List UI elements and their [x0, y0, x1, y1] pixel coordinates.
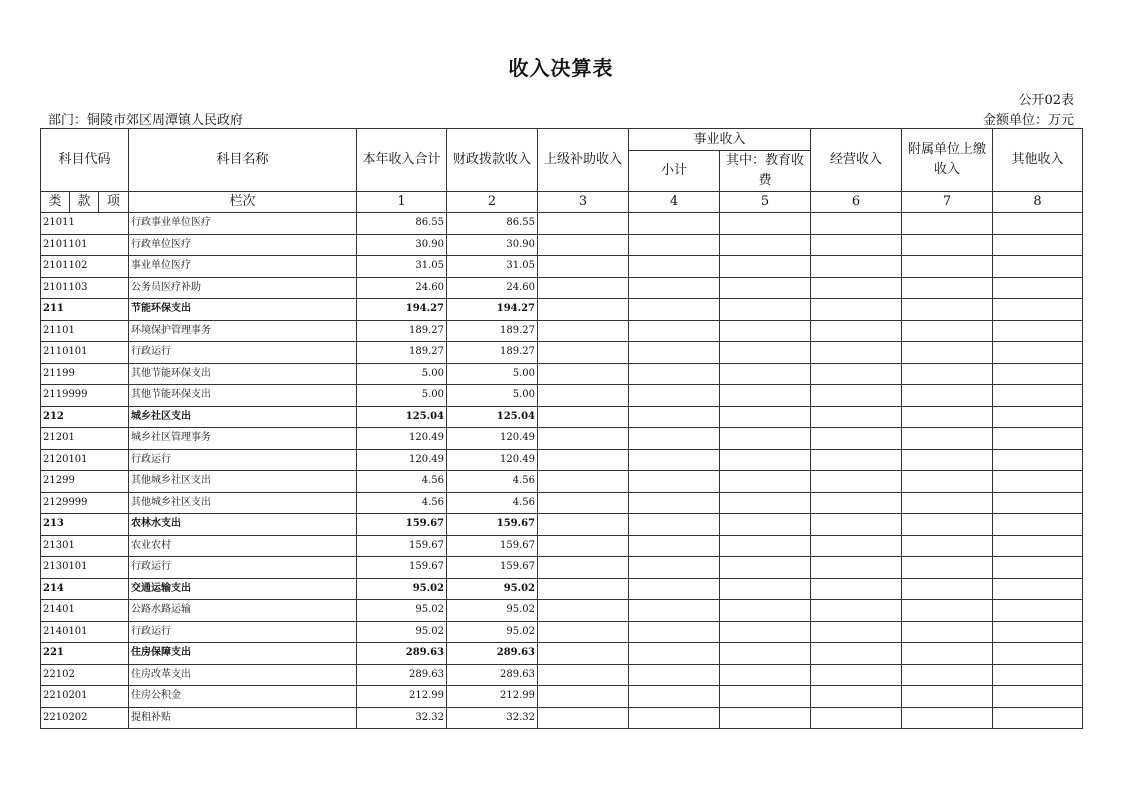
- cell-name: 公务员医疗补助: [129, 277, 357, 299]
- cell-operation: [811, 578, 902, 600]
- unit-label: 金额单位：万元: [982, 113, 1074, 128]
- cell-total: 194.27: [357, 299, 447, 321]
- table-row: [41, 707, 1083, 729]
- header-col-5: 5: [720, 192, 811, 213]
- header-operation: 经营收入: [811, 129, 902, 192]
- cell-affiliated: [902, 664, 993, 686]
- form-number: 公开02表: [1018, 93, 1074, 108]
- cell-total: 212.99: [357, 686, 447, 708]
- cell-affiliated: [902, 320, 993, 342]
- page-title: 收入决算表: [508, 56, 614, 80]
- cell-subtotal: [629, 256, 720, 278]
- table-row: [41, 664, 1083, 686]
- cell-superior: [538, 621, 629, 643]
- cell-total: 289.63: [357, 643, 447, 665]
- cell-other: [993, 557, 1083, 579]
- cell-affiliated: [902, 643, 993, 665]
- cell-affiliated: [902, 578, 993, 600]
- header-col-1: 1: [357, 192, 447, 213]
- cell-education: [720, 277, 811, 299]
- cell-code: 21011: [41, 213, 129, 235]
- cell-other: [993, 492, 1083, 514]
- header-fiscal: 财政拨款收入: [447, 129, 538, 192]
- cell-code: 21299: [41, 471, 129, 493]
- cell-name: 提租补贴: [129, 707, 357, 729]
- header-col-7: 7: [902, 192, 993, 213]
- table-row: [41, 557, 1083, 579]
- header-col-3: 3: [538, 192, 629, 213]
- header-business: 事业收入: [629, 129, 811, 151]
- cell-education: [720, 621, 811, 643]
- table-body: [41, 213, 1083, 729]
- table-row: [41, 492, 1083, 514]
- cell-other: [993, 535, 1083, 557]
- cell-fiscal: 289.63: [447, 664, 538, 686]
- cell-subtotal: [629, 686, 720, 708]
- cell-total: 95.02: [357, 600, 447, 622]
- cell-subtotal: [629, 557, 720, 579]
- cell-superior: [538, 277, 629, 299]
- cell-fiscal: 24.60: [447, 277, 538, 299]
- cell-total: 5.00: [357, 385, 447, 407]
- header-other: 其他收入: [993, 129, 1083, 192]
- cell-total: 24.60: [357, 277, 447, 299]
- cell-name: 住房保障支出: [129, 643, 357, 665]
- cell-subtotal: [629, 707, 720, 729]
- cell-code: 21199: [41, 363, 129, 385]
- cell-superior: [538, 492, 629, 514]
- cell-total: 159.67: [357, 514, 447, 536]
- cell-education: [720, 600, 811, 622]
- cell-total: 159.67: [357, 535, 447, 557]
- cell-other: [993, 213, 1083, 235]
- cell-code: 221: [41, 643, 129, 665]
- cell-name: 交通运输支出: [129, 578, 357, 600]
- cell-affiliated: [902, 557, 993, 579]
- cell-code: 2129999: [41, 492, 129, 514]
- cell-code: 21401: [41, 600, 129, 622]
- cell-code: 2119999: [41, 385, 129, 407]
- table-row: [41, 320, 1083, 342]
- cell-operation: [811, 600, 902, 622]
- cell-operation: [811, 664, 902, 686]
- cell-other: [993, 643, 1083, 665]
- cell-code: 2130101: [41, 557, 129, 579]
- table-row: [41, 578, 1083, 600]
- cell-subtotal: [629, 428, 720, 450]
- cell-affiliated: [902, 600, 993, 622]
- cell-code: 2210201: [41, 686, 129, 708]
- cell-name: 行政运行: [129, 557, 357, 579]
- cell-education: [720, 686, 811, 708]
- cell-affiliated: [902, 299, 993, 321]
- cell-other: [993, 385, 1083, 407]
- cell-superior: [538, 664, 629, 686]
- cell-superior: [538, 600, 629, 622]
- cell-superior: [538, 234, 629, 256]
- cell-affiliated: [902, 234, 993, 256]
- cell-education: [720, 428, 811, 450]
- cell-affiliated: [902, 385, 993, 407]
- cell-affiliated: [902, 621, 993, 643]
- cell-superior: [538, 643, 629, 665]
- cell-education: [720, 664, 811, 686]
- cell-total: 30.90: [357, 234, 447, 256]
- cell-name: 事业单位医疗: [129, 256, 357, 278]
- cell-superior: [538, 514, 629, 536]
- cell-fiscal: 5.00: [447, 363, 538, 385]
- header-total: 本年收入合计: [357, 129, 447, 192]
- cell-operation: [811, 428, 902, 450]
- cell-superior: [538, 385, 629, 407]
- cell-total: 5.00: [357, 363, 447, 385]
- cell-total: 125.04: [357, 406, 447, 428]
- cell-code: 214: [41, 578, 129, 600]
- cell-fiscal: 194.27: [447, 299, 538, 321]
- cell-superior: [538, 363, 629, 385]
- cell-superior: [538, 213, 629, 235]
- cell-operation: [811, 492, 902, 514]
- cell-affiliated: [902, 213, 993, 235]
- cell-subtotal: [629, 234, 720, 256]
- cell-other: [993, 363, 1083, 385]
- cell-code: 2101101: [41, 234, 129, 256]
- table-row: [41, 363, 1083, 385]
- header-col-8: 8: [993, 192, 1083, 213]
- header-kuan: 款: [70, 192, 99, 213]
- cell-subtotal: [629, 213, 720, 235]
- cell-total: 86.55: [357, 213, 447, 235]
- cell-other: [993, 299, 1083, 321]
- cell-superior: [538, 406, 629, 428]
- cell-superior: [538, 578, 629, 600]
- cell-superior: [538, 342, 629, 364]
- cell-operation: [811, 385, 902, 407]
- cell-education: [720, 234, 811, 256]
- cell-fiscal: 120.49: [447, 428, 538, 450]
- cell-education: [720, 363, 811, 385]
- cell-operation: [811, 299, 902, 321]
- cell-affiliated: [902, 363, 993, 385]
- cell-other: [993, 514, 1083, 536]
- cell-subtotal: [629, 643, 720, 665]
- table-row: [41, 535, 1083, 557]
- cell-code: 2120101: [41, 449, 129, 471]
- cell-other: [993, 342, 1083, 364]
- cell-superior: [538, 449, 629, 471]
- cell-education: [720, 299, 811, 321]
- cell-total: 31.05: [357, 256, 447, 278]
- cell-education: [720, 256, 811, 278]
- header-code: 科目代码: [41, 129, 129, 192]
- cell-name: 城乡社区管理事务: [129, 428, 357, 450]
- cell-affiliated: [902, 535, 993, 557]
- cell-other: [993, 471, 1083, 493]
- cell-affiliated: [902, 707, 993, 729]
- cell-code: 2101102: [41, 256, 129, 278]
- cell-operation: [811, 320, 902, 342]
- cell-code: 213: [41, 514, 129, 536]
- cell-code: 21201: [41, 428, 129, 450]
- cell-superior: [538, 299, 629, 321]
- table-row: [41, 643, 1083, 665]
- cell-fiscal: 95.02: [447, 621, 538, 643]
- cell-operation: [811, 234, 902, 256]
- cell-operation: [811, 557, 902, 579]
- cell-affiliated: [902, 428, 993, 450]
- cell-code: 211: [41, 299, 129, 321]
- header-subtotal: 小计: [629, 151, 720, 192]
- cell-affiliated: [902, 342, 993, 364]
- header-superior: 上级补助收入: [538, 129, 629, 192]
- table-row: [41, 621, 1083, 643]
- cell-fiscal: 212.99: [447, 686, 538, 708]
- cell-subtotal: [629, 277, 720, 299]
- cell-affiliated: [902, 449, 993, 471]
- cell-education: [720, 471, 811, 493]
- cell-affiliated: [902, 256, 993, 278]
- cell-operation: [811, 256, 902, 278]
- cell-total: 289.63: [357, 664, 447, 686]
- cell-education: [720, 707, 811, 729]
- cell-education: [720, 492, 811, 514]
- cell-name: 行政运行: [129, 449, 357, 471]
- cell-operation: [811, 643, 902, 665]
- cell-operation: [811, 363, 902, 385]
- cell-name: 农林水支出: [129, 514, 357, 536]
- table-row: [41, 449, 1083, 471]
- department-label: 部门：铜陵市郊区周潭镇人民政府: [48, 113, 244, 128]
- cell-subtotal: [629, 342, 720, 364]
- header-col-6: 6: [811, 192, 902, 213]
- table-row: [41, 406, 1083, 428]
- cell-other: [993, 320, 1083, 342]
- cell-subtotal: [629, 363, 720, 385]
- cell-subtotal: [629, 578, 720, 600]
- cell-other: [993, 664, 1083, 686]
- cell-code: 21301: [41, 535, 129, 557]
- cell-code: 212: [41, 406, 129, 428]
- cell-code: 2101103: [41, 277, 129, 299]
- cell-fiscal: 86.55: [447, 213, 538, 235]
- table-row: [41, 256, 1083, 278]
- cell-code: 2110101: [41, 342, 129, 364]
- cell-fiscal: 5.00: [447, 385, 538, 407]
- cell-fiscal: 159.67: [447, 557, 538, 579]
- cell-name: 行政事业单位医疗: [129, 213, 357, 235]
- cell-name: 其他城乡社区支出: [129, 492, 357, 514]
- cell-other: [993, 256, 1083, 278]
- cell-fiscal: 120.49: [447, 449, 538, 471]
- cell-subtotal: [629, 535, 720, 557]
- cell-superior: [538, 686, 629, 708]
- cell-other: [993, 578, 1083, 600]
- header-name: 科目名称: [129, 129, 357, 192]
- cell-operation: [811, 213, 902, 235]
- cell-operation: [811, 342, 902, 364]
- cell-education: [720, 643, 811, 665]
- cell-name: 住房改革支出: [129, 664, 357, 686]
- cell-fiscal: 4.56: [447, 492, 538, 514]
- cell-total: 189.27: [357, 342, 447, 364]
- table-row: [41, 385, 1083, 407]
- cell-subtotal: [629, 514, 720, 536]
- table-row: [41, 213, 1083, 235]
- cell-code: 21101: [41, 320, 129, 342]
- table-row: [41, 686, 1083, 708]
- cell-total: 4.56: [357, 492, 447, 514]
- cell-subtotal: [629, 449, 720, 471]
- cell-subtotal: [629, 299, 720, 321]
- cell-name: 行政运行: [129, 342, 357, 364]
- cell-education: [720, 342, 811, 364]
- cell-other: [993, 234, 1083, 256]
- cell-subtotal: [629, 621, 720, 643]
- cell-total: 95.02: [357, 578, 447, 600]
- cell-superior: [538, 320, 629, 342]
- table-row: [41, 471, 1083, 493]
- cell-name: 其他节能环保支出: [129, 363, 357, 385]
- cell-code: 22102: [41, 664, 129, 686]
- table-row: [41, 234, 1083, 256]
- cell-total: 120.49: [357, 428, 447, 450]
- cell-education: [720, 535, 811, 557]
- cell-superior: [538, 557, 629, 579]
- cell-education: [720, 557, 811, 579]
- header-col-2: 2: [447, 192, 538, 213]
- cell-subtotal: [629, 492, 720, 514]
- cell-fiscal: 95.02: [447, 600, 538, 622]
- cell-affiliated: [902, 514, 993, 536]
- cell-education: [720, 213, 811, 235]
- cell-code: 2210202: [41, 707, 129, 729]
- table-row: [41, 277, 1083, 299]
- cell-superior: [538, 256, 629, 278]
- cell-operation: [811, 686, 902, 708]
- header-lei: 类: [41, 192, 70, 213]
- cell-education: [720, 449, 811, 471]
- cell-subtotal: [629, 664, 720, 686]
- cell-fiscal: 4.56: [447, 471, 538, 493]
- cell-fiscal: 32.32: [447, 707, 538, 729]
- cell-name: 行政运行: [129, 621, 357, 643]
- cell-fiscal: 189.27: [447, 320, 538, 342]
- cell-other: [993, 600, 1083, 622]
- cell-subtotal: [629, 385, 720, 407]
- cell-fiscal: 30.90: [447, 234, 538, 256]
- cell-subtotal: [629, 406, 720, 428]
- cell-subtotal: [629, 600, 720, 622]
- cell-total: 189.27: [357, 320, 447, 342]
- cell-education: [720, 385, 811, 407]
- cell-name: 城乡社区支出: [129, 406, 357, 428]
- cell-affiliated: [902, 686, 993, 708]
- cell-operation: [811, 406, 902, 428]
- cell-fiscal: 95.02: [447, 578, 538, 600]
- cell-name: 节能环保支出: [129, 299, 357, 321]
- cell-name: 住房公积金: [129, 686, 357, 708]
- cell-education: [720, 406, 811, 428]
- cell-name: 行政单位医疗: [129, 234, 357, 256]
- cell-affiliated: [902, 406, 993, 428]
- cell-operation: [811, 277, 902, 299]
- cell-name: 环境保护管理事务: [129, 320, 357, 342]
- cell-education: [720, 578, 811, 600]
- header-education: 其中：教育收费: [720, 151, 811, 192]
- cell-other: [993, 707, 1083, 729]
- table-row: [41, 299, 1083, 321]
- table-row: [41, 600, 1083, 622]
- cell-fiscal: 159.67: [447, 514, 538, 536]
- cell-fiscal: 189.27: [447, 342, 538, 364]
- cell-subtotal: [629, 320, 720, 342]
- cell-superior: [538, 535, 629, 557]
- cell-education: [720, 320, 811, 342]
- cell-superior: [538, 428, 629, 450]
- cell-total: 159.67: [357, 557, 447, 579]
- cell-name: 其他节能环保支出: [129, 385, 357, 407]
- cell-other: [993, 406, 1083, 428]
- header-xiang: 项: [99, 192, 129, 213]
- cell-other: [993, 686, 1083, 708]
- cell-affiliated: [902, 492, 993, 514]
- cell-affiliated: [902, 277, 993, 299]
- cell-superior: [538, 707, 629, 729]
- header-affiliated: 附属单位上缴收入: [902, 129, 993, 192]
- cell-other: [993, 277, 1083, 299]
- cell-operation: [811, 514, 902, 536]
- cell-other: [993, 621, 1083, 643]
- cell-name: 其他城乡社区支出: [129, 471, 357, 493]
- cell-operation: [811, 471, 902, 493]
- cell-operation: [811, 449, 902, 471]
- cell-name: 农业农村: [129, 535, 357, 557]
- cell-education: [720, 514, 811, 536]
- cell-name: 公路水路运输: [129, 600, 357, 622]
- cell-fiscal: 125.04: [447, 406, 538, 428]
- cell-fiscal: 159.67: [447, 535, 538, 557]
- header-col-4: 4: [629, 192, 720, 213]
- cell-fiscal: 289.63: [447, 643, 538, 665]
- table-row: [41, 342, 1083, 364]
- cell-superior: [538, 471, 629, 493]
- cell-subtotal: [629, 471, 720, 493]
- cell-affiliated: [902, 471, 993, 493]
- cell-fiscal: 31.05: [447, 256, 538, 278]
- cell-operation: [811, 707, 902, 729]
- cell-operation: [811, 535, 902, 557]
- table-row: [41, 514, 1083, 536]
- cell-other: [993, 428, 1083, 450]
- cell-total: 95.02: [357, 621, 447, 643]
- cell-code: 2140101: [41, 621, 129, 643]
- cell-total: 120.49: [357, 449, 447, 471]
- cell-total: 4.56: [357, 471, 447, 493]
- income-table: [40, 128, 1083, 729]
- cell-other: [993, 449, 1083, 471]
- table-row: [41, 428, 1083, 450]
- header-lanci: 栏次: [129, 192, 357, 213]
- cell-operation: [811, 621, 902, 643]
- cell-total: 32.32: [357, 707, 447, 729]
